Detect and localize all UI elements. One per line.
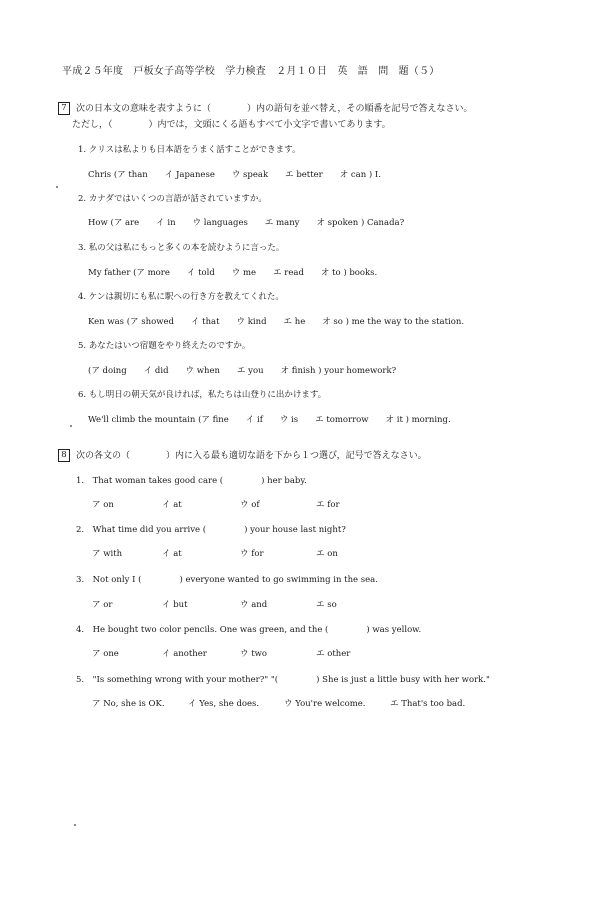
page-header: 平成２５年度 戸板女子高等学校 学力検査 ２月１０日 英 語 問 題（５） (62, 66, 440, 77)
q7-item-4-japanese: 4. ケンは親切にも私に駅への行き方を教えてくれた。 (78, 292, 284, 302)
q8-item-1-option-a: ア on (92, 500, 114, 510)
q7-item-4-english: Ken was (ア showed イ that ウ kind エ he オ so ) me the way to the station. (88, 317, 465, 327)
q7-item-3-english: My father (ア more イ told ウ me エ read オ to ) books. (88, 268, 378, 278)
q8-item-4-pre: 4. He bought two color pencils. One was green, and the ( (76, 625, 329, 635)
q8-instruction-text: 次の各文の（ ）内に入る最も適切な語を下から１つ選び，記号で答えなさい。 (76, 451, 427, 461)
q8-item-2-option-d: エ on (316, 549, 338, 559)
q8-item-4-post: ) was yellow. (366, 625, 422, 635)
q8-item-1-option-b: イ at (162, 500, 182, 510)
q8-item-5-post: ) She is just a little busy with her work." (316, 675, 490, 685)
q8-item-3-option-b: イ but (162, 600, 188, 610)
q7-item-1-english: Chris (ア than イ Japanese ウ speak エ better オ can ) I. (88, 170, 381, 180)
q8-item-3-sentence (76, 573, 378, 585)
q8-item-3-pre: 3. Not only I ( (76, 575, 142, 585)
q8-item-1-pre: 1. That woman takes good care ( (76, 476, 224, 486)
q8-item-3-post: ) everyone wanted to go swimming in the sea. (179, 575, 378, 585)
q8-item-5-option-b: イ Yes, she does. (188, 699, 260, 709)
q8-item-2-pre: 2. What time did you arrive ( (76, 525, 207, 535)
q7-item-6-english: We'll climb the mountain (ア fine イ if ウ is エ tomorrow オ it ) morning. (88, 415, 451, 425)
q7-item-5-english: (ア doing イ did ウ when エ you オ finish ) your homework? (88, 366, 397, 376)
q8-item-1-option-c: ウ of (240, 500, 260, 510)
q8-item-2-option-a: ア with (92, 549, 123, 559)
q7-item-1-japanese: 1. クリスは私よりも日本語をうまく話すことができます。 (78, 145, 301, 155)
q7-instruction-text: 次の日本文の意味を表すように（ ）内の語句を並べ替え，その順番を記号で答えなさい。 (76, 104, 473, 114)
scan-speck (70, 425, 72, 427)
q8-item-4-option-a: ア one (92, 649, 119, 659)
q8-item-5-pre: 5. "Is something wrong with your mother?" "( (76, 675, 279, 685)
q8-item-3-option-d: エ so (316, 600, 337, 610)
q8-item-4-sentence (76, 623, 421, 635)
q8-item-3-option-c: ウ and (240, 600, 268, 610)
q8-item-1-sentence (76, 474, 307, 486)
q8-number-box: 8 (58, 449, 70, 462)
q7-number-box: 7 (58, 102, 70, 115)
q8-item-3-option-a: ア or (92, 600, 113, 610)
q8-item-4-option-d: エ other (316, 649, 351, 659)
q8-item-4-option-c: ウ two (240, 649, 268, 659)
q8-item-5-option-a: ア No, she is OK. (92, 699, 165, 709)
q7-item-6-japanese: 6. もし明日の朝天気が良ければ，私たちは山登りに出かけます。 (78, 390, 327, 400)
q8-item-5-option-c: ウ You're welcome. (284, 699, 366, 709)
q8-item-2-option-c: ウ for (240, 549, 264, 559)
q7-item-3-japanese: 3. 私の父は私にもっと多くの本を読むように言った。 (78, 243, 285, 253)
q8-item-5-option-d: エ That's too bad. (390, 699, 466, 709)
q8-item-2-post: ) your house last night? (244, 525, 346, 535)
q8-item-1-option-d: エ for (316, 500, 340, 510)
q7-instruction-line1 (58, 101, 473, 115)
scan-speck (56, 186, 58, 188)
q7-item-2-japanese: 2. カナダではいくつの言語が話されていますか。 (78, 194, 267, 204)
q7-item-5-japanese: 5. あなたはいつ宿題をやり終えたのですか。 (78, 341, 251, 351)
q8-instruction (58, 448, 427, 462)
q8-item-1-post: ) her baby. (261, 476, 307, 486)
q7-instruction-line2: ただし，（ ）内では，文頭にくる語もすべて小文字で書いてあります。 (72, 120, 391, 130)
q7-item-2-english: How (ア are イ in ウ languages エ many オ spoken ) Canada? (88, 218, 405, 228)
scan-speck (74, 824, 76, 826)
q8-item-2-sentence (76, 523, 346, 535)
q8-item-4-option-b: イ another (162, 649, 207, 659)
q8-item-5-sentence (76, 673, 490, 685)
q8-item-2-option-b: イ at (162, 549, 182, 559)
